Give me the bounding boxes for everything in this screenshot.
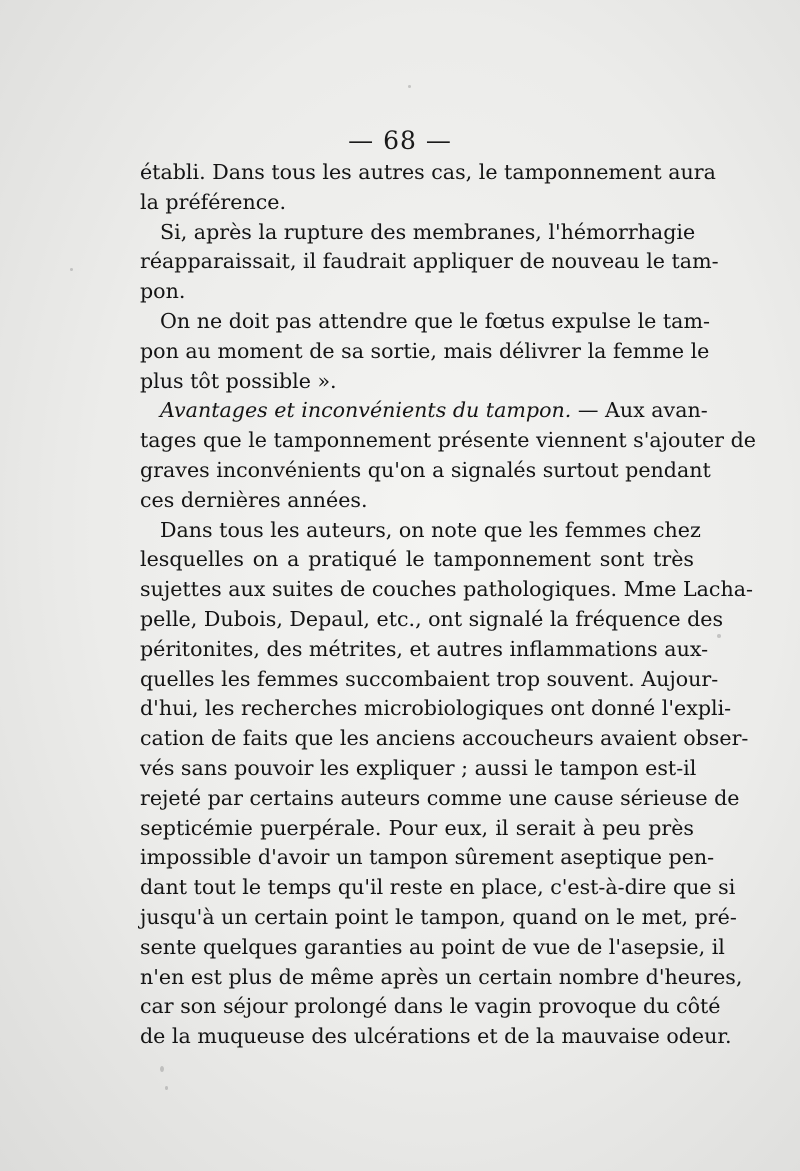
text-line <box>140 486 694 516</box>
text-line <box>140 754 697 784</box>
print-speck <box>165 1086 168 1090</box>
line-text: car son séjour prolongé dans le vagin provoque du côté <box>140 994 721 1019</box>
line-text: — Aux avan- <box>571 398 708 423</box>
text-line <box>140 426 756 456</box>
line-text: établi. Dans tous les autres cas, le tamponnement aura <box>140 160 716 184</box>
text-line <box>140 873 736 903</box>
text-line <box>140 516 701 546</box>
line-text: réapparaissait, il faudrait appliquer de nouveau le tam- <box>140 249 719 274</box>
text-line <box>140 635 709 665</box>
line-text: lesquelles on a pratiqué le tamponnement sont très <box>140 547 694 572</box>
line-text: sente quelques garanties au point de vue de l'asepsie, il <box>140 934 725 959</box>
text-line <box>140 158 716 188</box>
line-text: graves inconvénients qu'on a signalés surtout pendant <box>140 457 711 482</box>
line-text: plus tôt possible ». <box>140 368 337 393</box>
text-line <box>140 814 694 844</box>
line-text: dant tout le temps qu'il reste en place, c'est-à-dire que si <box>140 875 736 900</box>
line-text: tages que le tamponnement présente viennent s'ajouter de <box>140 428 756 453</box>
text-line <box>140 277 694 307</box>
text-line <box>140 933 725 963</box>
line-text: n'en est plus de même après un certain nombre d'heures, <box>140 964 743 989</box>
text-line <box>140 963 743 993</box>
text-line <box>140 396 708 426</box>
line-text: rejeté par certains auteurs comme une cause sérieuse de <box>140 785 740 810</box>
line-text: ces dernières années. <box>140 487 368 512</box>
line-text: de la muqueuse des ulcérations et de la mauvaise odeur. <box>140 1024 732 1049</box>
text-line <box>140 247 719 277</box>
line-text: impossible d'avoir un tampon sûrement aseptique pen- <box>140 845 715 870</box>
text-line <box>140 337 710 367</box>
line-text: pon. <box>140 279 186 304</box>
line-text: péritonites, des métrites, et autres inflammations aux- <box>140 636 709 661</box>
text-line <box>140 724 749 754</box>
text-line <box>140 605 724 635</box>
body-text <box>140 158 756 1052</box>
text-line <box>140 903 737 933</box>
line-text: Dans tous les auteurs, on note que les femmes chez <box>160 517 701 542</box>
line-text: la préférence. <box>140 189 286 214</box>
text-line <box>140 992 721 1022</box>
text-line <box>140 665 719 695</box>
text-line <box>140 545 694 575</box>
text-line <box>140 1022 732 1052</box>
print-speck <box>408 85 411 88</box>
text-line <box>140 307 710 337</box>
line-text: Si, après la rupture des membranes, l'hémorrhagie <box>160 219 696 244</box>
print-speck <box>70 268 73 271</box>
text-line <box>140 843 715 873</box>
page-number: — 68 — <box>348 126 452 155</box>
line-text: jusqu'à un certain point le tampon, quand on le met, pré- <box>140 904 737 929</box>
text-line <box>140 218 694 248</box>
text-line <box>140 694 732 724</box>
section-heading: Avantages et inconvénients du tampon. <box>160 398 572 423</box>
line-text: pelle, Dubois, Depaul, etc., ont signalé la fréquence des <box>140 606 724 631</box>
line-text: d'hui, les recherches microbiologiques ont donné l'expli- <box>140 696 732 721</box>
text-line <box>140 456 711 486</box>
text-line <box>140 575 753 605</box>
text-line <box>140 367 694 397</box>
line-text: sujettes aux suites de couches pathologiques. Mme Lacha- <box>140 577 753 602</box>
line-text: quelles les femmes succombaient trop souvent. Aujour- <box>140 666 719 691</box>
print-speck <box>717 634 721 638</box>
line-text: cation de faits que les anciens accoucheurs avaient obser- <box>140 726 749 751</box>
text-line <box>140 784 740 814</box>
line-text: On ne doit pas attendre que le fœtus expulse le tam- <box>160 308 710 333</box>
line-text: pon au moment de sa sortie, mais délivrer la femme le <box>140 338 710 363</box>
text-line <box>140 188 694 218</box>
line-text: septicémie puerpérale. Pour eux, il serait à peu près <box>140 815 694 840</box>
print-speck <box>160 1066 164 1072</box>
line-text: vés sans pouvoir les expliquer ; aussi le tampon est-il <box>140 755 697 780</box>
